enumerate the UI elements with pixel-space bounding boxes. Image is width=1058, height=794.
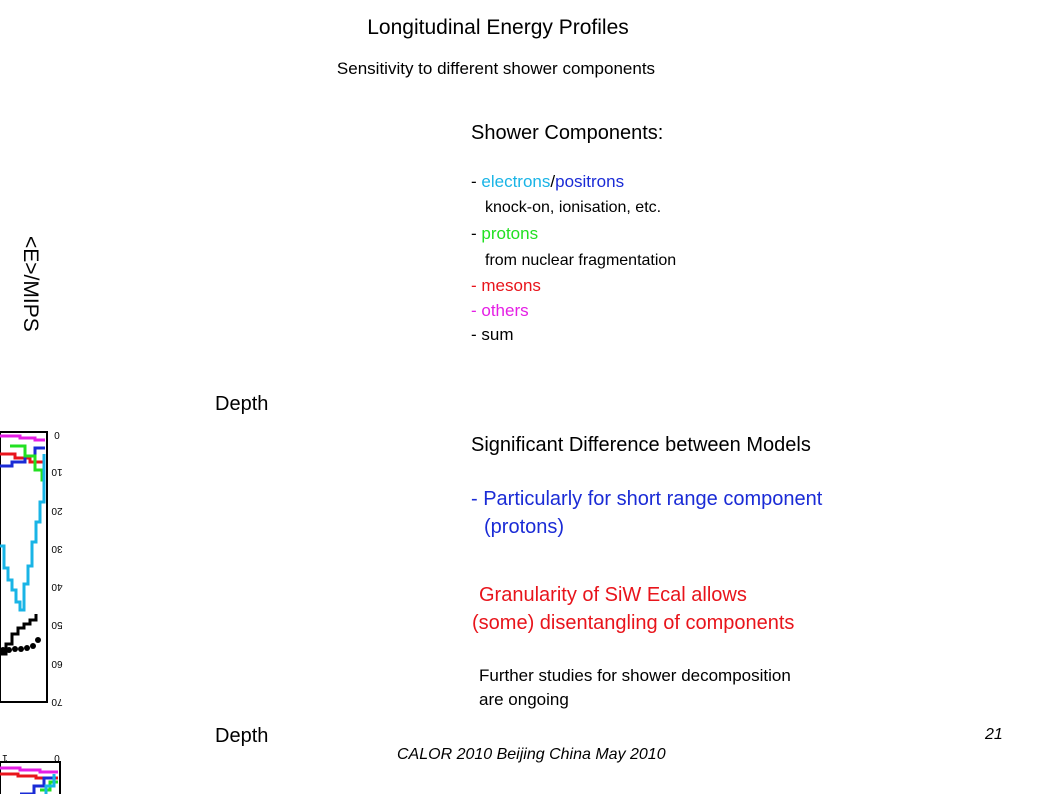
component-electrons-positrons — [471, 172, 624, 192]
protons-prefix: - — [471, 224, 482, 243]
data-point — [6, 647, 12, 653]
components-heading: Shower Components: — [471, 122, 664, 144]
component-mesons: - mesons — [471, 276, 541, 295]
data-point — [24, 645, 30, 651]
footer-text: CALOR 2010 Beijing China May 2010 — [397, 746, 666, 763]
further-studies-line-2: are ongoing — [479, 690, 569, 709]
granularity-line-1: Granularity of SiW Ecal allows — [479, 584, 747, 606]
data-point — [18, 646, 24, 652]
data-point — [0, 647, 6, 653]
component-others: - others — [471, 301, 529, 320]
tick-label: 0 — [54, 752, 60, 763]
tick-label: 70 — [51, 696, 63, 707]
slide-title: Longitudinal Energy Profiles — [367, 16, 629, 39]
electrons-note: knock-on, ionisation, etc. — [485, 199, 662, 216]
further-studies-line-1: Further studies for shower decomposition — [479, 666, 791, 685]
electrons-label: electrons — [481, 172, 551, 191]
significance-line-1: - Particularly for short range component — [471, 488, 823, 510]
significance-heading: Significant Difference between Models — [471, 434, 811, 456]
electrons-prefix: - — [471, 172, 482, 191]
granularity-line-2: (some) disentangling of components — [472, 612, 795, 634]
tick-label: 30 — [51, 543, 63, 554]
tick-label: 50 — [51, 619, 63, 630]
profile-plot-bottom — [0, 744, 72, 794]
data-point — [30, 643, 36, 649]
y-axis-label-top: <E>/MIPS — [19, 236, 42, 332]
component-protons — [471, 224, 538, 244]
protons-note: from nuclear fragmentation — [485, 252, 677, 269]
protons-label: protons — [481, 224, 539, 243]
tick-label: 0 — [54, 429, 60, 440]
slide-subtitle: Sensitivity to different shower components — [336, 59, 656, 78]
tick-label: 60 — [51, 658, 63, 669]
tick-label: 1 — [2, 752, 8, 763]
x-axis-label-bottom: Depth — [215, 725, 269, 747]
positrons-label: positrons — [555, 172, 625, 191]
data-point — [35, 637, 41, 643]
significance-line-2: (protons) — [484, 516, 565, 538]
data-point — [12, 646, 18, 652]
tick-label: 10 — [51, 466, 63, 477]
component-sum: - sum — [471, 325, 514, 344]
x-axis-label-top: Depth — [215, 393, 269, 415]
slash-separator: / — [550, 172, 556, 191]
slide-number: 21 — [985, 726, 1003, 743]
profile-plot-middle — [0, 418, 70, 708]
tick-label: 20 — [51, 505, 63, 516]
tick-label: 40 — [51, 581, 63, 592]
